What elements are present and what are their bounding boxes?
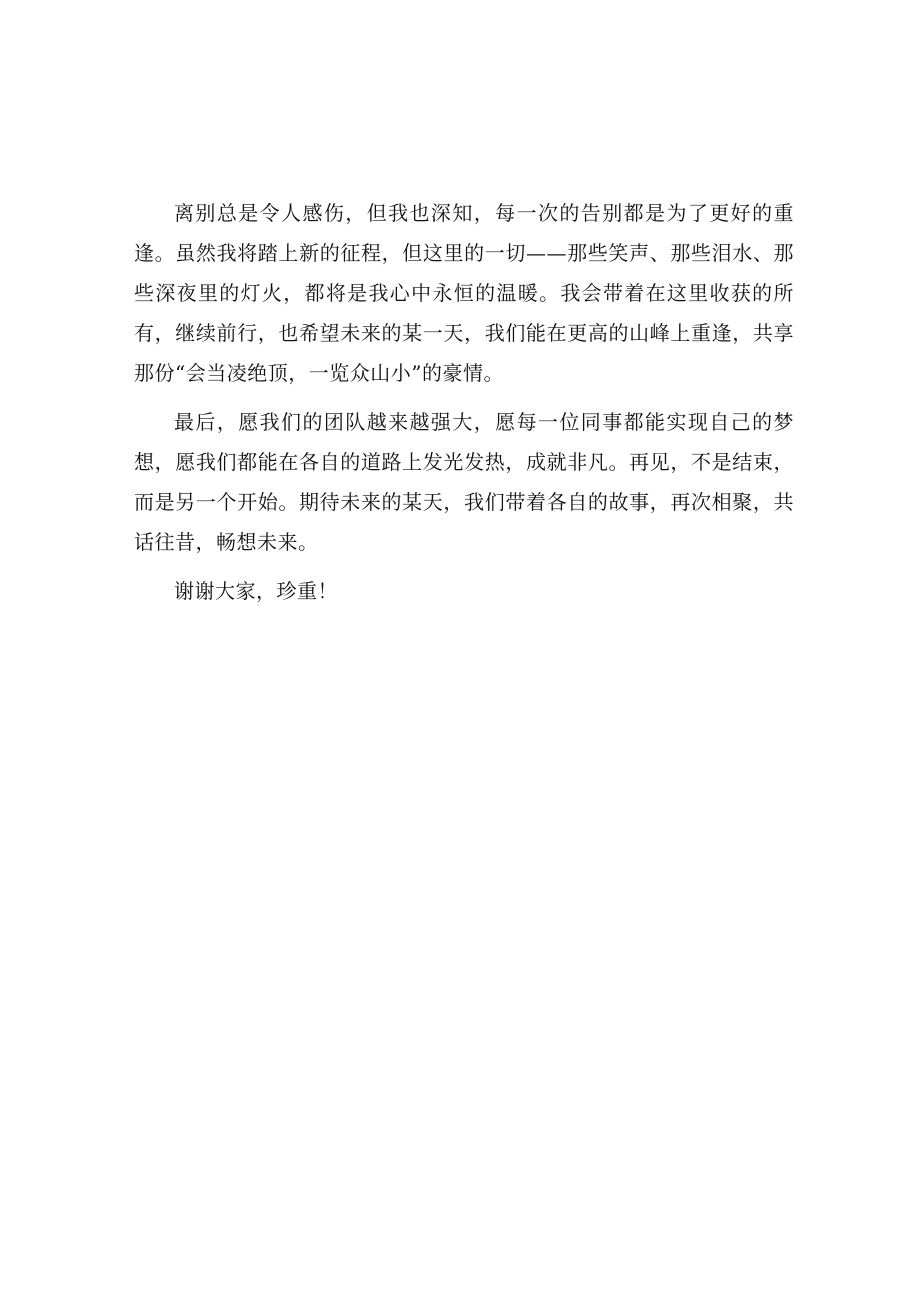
paragraph-wishes: 最后，愿我们的团队越来越强大，愿每一位同事都能实现自己的梦想，愿我们都能在各自的道路上发光发热，成就非凡。再见，不是结束，而是另一个开始。期待未来的某天，我们带着各自的故事，再次相聚，共话往昔，畅想未来。 [134, 410, 794, 554]
paragraph-farewell: 离别总是令人感伤，但我也深知，每一次的告别都是为了更好的重逢。虽然我将踏上新的征程，但这里的一切——那些笑声、那些泪水、那些深夜里的灯火，都将是我心中永恒的温暖。我会带着在这里收获的所有，继续前行，也希望未来的某一天，我们能在更高的山峰上重逢，共享那份“会当凌绝顶，一览众山小”的豪情。 [134, 201, 794, 385]
document-body [134, 193, 794, 620]
paragraph-closing: 谢谢大家，珍重！ [174, 579, 338, 603]
